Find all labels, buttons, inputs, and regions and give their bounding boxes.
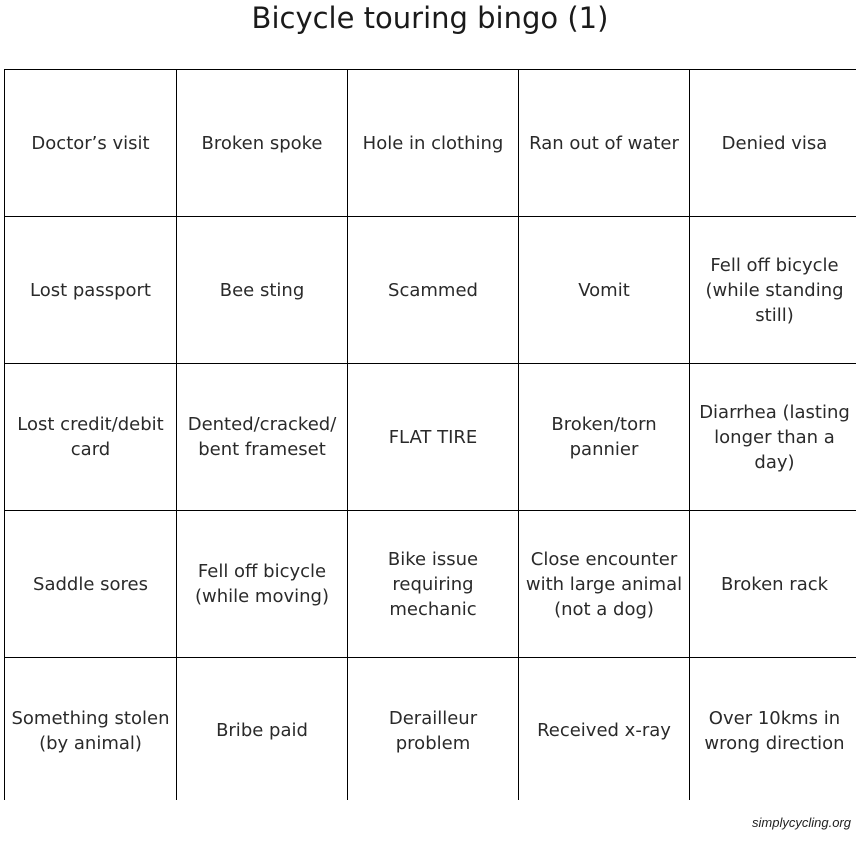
bingo-cell-label: Broken/torn pannier [551,414,657,460]
bingo-cell[interactable] [177,658,347,803]
bingo-cell[interactable] [690,658,859,803]
bingo-cell[interactable] [177,364,347,510]
bingo-cell-label: Derailleur problem [388,707,478,754]
bingo-cell-label: Fell off bicycle (while moving) [194,561,329,607]
bingo-cell-label: Bribe paid [216,720,308,741]
bingo-cell[interactable] [5,658,176,803]
bingo-cell[interactable] [519,364,689,510]
bingo-cell[interactable] [519,511,689,657]
bingo-cell[interactable] [5,217,176,363]
bingo-cell[interactable] [690,364,859,510]
bingo-board [4,69,856,800]
bingo-cell[interactable] [177,217,347,363]
bingo-cell-label: Broken spoke [201,132,323,154]
bingo-cell-label: Fell off bicycle (while standing still) [705,254,844,326]
bingo-cell-label: Diarrhea (lasting longer than a day) [699,401,850,473]
bingo-cell-label: Denied visa [721,132,828,154]
bingo-cell-label: Ran out of water [529,132,679,154]
bingo-cell[interactable] [177,70,347,216]
bingo-cell[interactable] [5,364,176,510]
bingo-cell[interactable] [519,70,689,216]
page-title: Bicycle touring bingo (1) [251,1,609,35]
bingo-cell[interactable] [519,217,689,363]
bingo-cell-label: Broken rack [720,573,829,595]
bingo-center-cell[interactable] [348,364,518,510]
bingo-cell[interactable] [519,658,689,803]
bingo-cell-label: Over 10kms in wrong direction [704,707,845,754]
bingo-cell[interactable] [690,70,859,216]
site-credit: simplycycling.org [752,815,851,830]
bingo-cell-label: Dented/cracked/ bent frameset [187,414,337,460]
bingo-cell[interactable] [690,217,859,363]
bingo-cell-label: Bee sting [219,279,305,301]
bingo-cell-label: Something stolen (by animal) [11,707,170,754]
bingo-cell-label: Bike issue requiring mechanic [387,548,479,620]
bingo-cell-label: Saddle sores [33,573,148,595]
bingo-cell-label: Close encounter with large animal (not a dog) [525,548,683,620]
bingo-cell-label: Lost passport [30,279,151,301]
bingo-cell[interactable] [348,658,518,803]
bingo-cell-label: Scammed [388,279,478,301]
bingo-cell-label: FLAT TIRE [388,426,478,448]
bingo-cell-label: Lost credit/debit card [17,414,164,460]
bingo-cell[interactable] [5,511,176,657]
bingo-cell[interactable] [348,511,518,657]
bingo-cell-label: Hole in clothing [362,132,504,154]
bingo-cell[interactable] [348,70,518,216]
bingo-cell-label: Doctor’s visit [31,132,150,154]
bingo-cell[interactable] [690,511,859,657]
bingo-cell[interactable] [5,70,176,216]
bingo-cell-label: Vomit [578,279,630,301]
bingo-cell-label: Received x-ray [537,720,671,741]
bingo-cell[interactable] [348,217,518,363]
bingo-cell[interactable] [177,511,347,657]
